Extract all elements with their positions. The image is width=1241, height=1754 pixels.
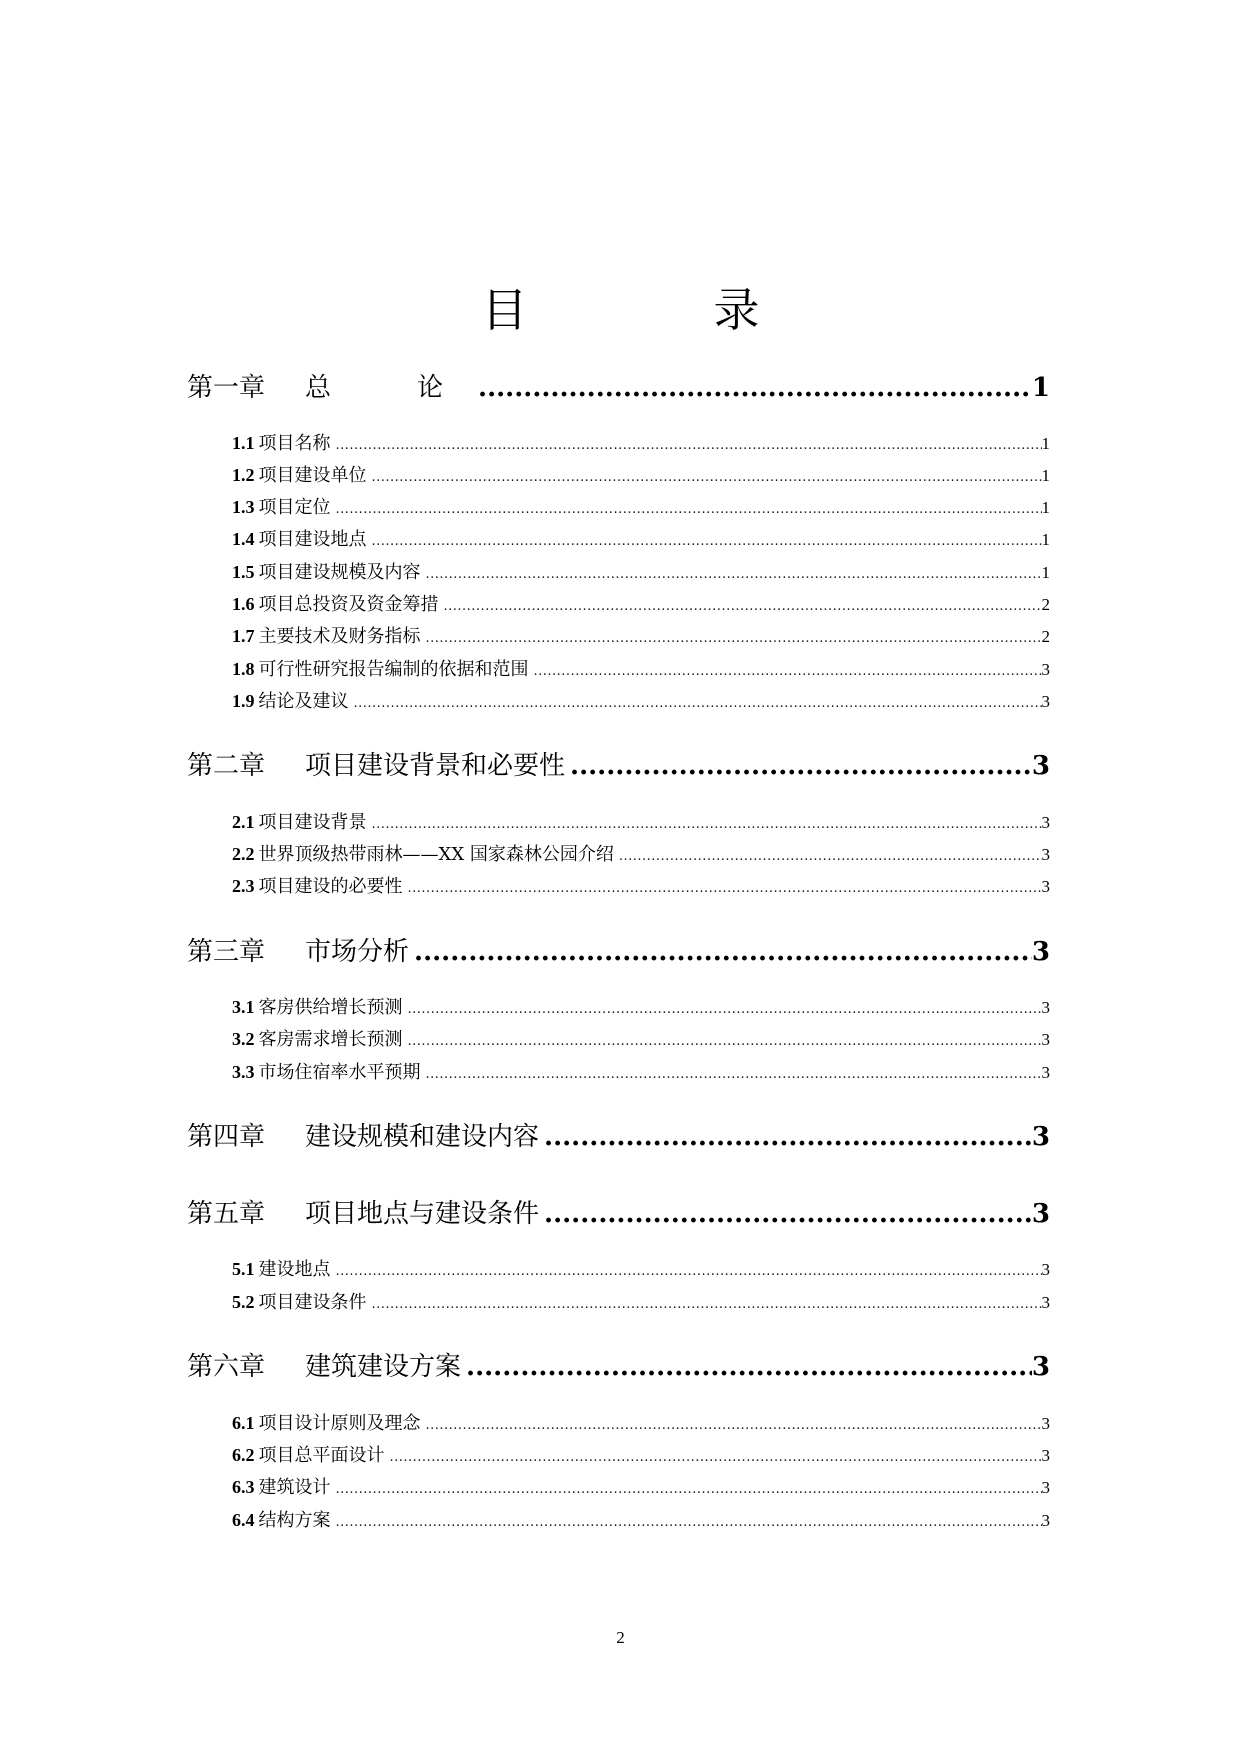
dot-leader [544,1197,1032,1231]
chapter-label: 第六章 建筑建设方案 [187,1352,462,1382]
dot-leader [354,692,1042,716]
dot-leader [478,371,1032,405]
chapter-label: 第二章 项目建设背景和必要性 [187,751,566,781]
dot-leader [466,1350,1032,1384]
chapter-label: 第四章 建设规模和建设内容 [187,1122,540,1152]
toc-section-1-2[interactable]: 1.2 项目建设单位 ..... 1 [232,463,1050,487]
toc-section-3-1[interactable]: 3.1 客房供给增长预测 ..... 3 [232,995,1050,1019]
toc-section-5-2[interactable]: 5.2 项目建设条件 ..... 3 [232,1290,1050,1314]
chapter-label: 第一章 总 论 [187,373,474,403]
toc-section-1-4[interactable]: 1.4 项目建设地点 ..... 1 [232,527,1050,551]
dot-leader [408,877,1042,901]
toc-chapter-3[interactable] [187,935,1050,969]
chapter-page-number: 3 [1031,1122,1050,1152]
dot-leader [414,935,1032,969]
toc-section-1-7[interactable]: 1.7 主要技术及财务指标 ..... 2 [232,624,1050,648]
toc-section-1-8[interactable]: 1.8 可行性研究报告编制的依据和范围 ..... 3 [232,657,1050,681]
toc-section-6-1[interactable]: 6.1 项目设计原则及理念 ..... 3 [232,1411,1050,1435]
toc-section-1-6[interactable]: 1.6 项目总投资及资金筹措 ..... 2 [232,592,1050,616]
toc-section-1-9[interactable]: 1.9 结论及建议 ..... 3 [232,689,1050,713]
toc-section-6-4[interactable]: 6.4 结构方案 ..... 3 [232,1508,1050,1532]
dot-leader [372,530,1042,554]
dot-leader [444,595,1042,619]
page-number: 2 [616,1628,625,1647]
toc-chapter-5[interactable] [187,1197,1050,1231]
dot-leader [336,1511,1042,1535]
toc-section-6-3[interactable]: 6.3 建筑设计 ..... 3 [232,1475,1050,1499]
dot-leader [390,1446,1042,1470]
dot-leader [336,1260,1042,1284]
dot-leader [544,1120,1032,1154]
toc-section-1-3[interactable]: 1.3 项目定位 ..... 1 [232,495,1050,519]
toc-section-2-1[interactable]: 2.1 项目建设背景 ..... 3 [232,810,1050,834]
dot-leader [426,1414,1042,1438]
dot-leader [426,627,1042,651]
dot-leader [372,813,1042,837]
dot-leader [372,1293,1042,1317]
dot-leader [426,1063,1042,1087]
toc-chapter-1[interactable] [187,371,1050,405]
dot-leader [336,498,1042,522]
chapter-page-number: 3 [1031,751,1050,781]
dot-leader [570,749,1032,783]
toc-section-2-2[interactable]: 2.2 世界顶级热带雨林——XX 国家森林公园介绍 ..... 3 [232,842,1050,866]
dot-leader [408,998,1042,1022]
chapter-page-number: 3 [1031,1352,1050,1382]
toc-section-5-1[interactable]: 5.1 建设地点 ..... 3 [232,1257,1050,1281]
dot-leader [426,563,1042,587]
toc-chapter-4[interactable] [187,1120,1050,1154]
toc-section-3-2[interactable]: 3.2 客房需求增长预测 ..... 3 [232,1027,1050,1051]
chapter-page-number: 3 [1031,937,1050,967]
toc-section-1-5[interactable]: 1.5 项目建设规模及内容 ..... 1 [232,560,1050,584]
toc-section-1-1[interactable]: 1.1 项目名称 ..... 1 [232,431,1050,455]
dot-leader [534,660,1042,684]
toc-title: 目 录 [481,283,830,337]
toc-chapter-6[interactable] [187,1350,1050,1384]
toc-chapter-2[interactable] [187,749,1050,783]
dot-leader [336,434,1042,458]
chapter-page-number: 1 [1031,373,1050,403]
chapter-page-number: 3 [1031,1199,1050,1229]
toc-section-6-2[interactable]: 6.2 项目总平面设计 ..... 3 [232,1443,1050,1467]
toc-section-2-3[interactable]: 2.3 项目建设的必要性 ..... 3 [232,874,1050,898]
toc-section-3-3[interactable]: 3.3 市场住宿率水平预期 ..... 3 [232,1060,1050,1084]
dot-leader [336,1478,1042,1502]
dot-leader [408,1030,1042,1054]
dot-leader [372,466,1042,490]
chapter-label: 第三章 市场分析 [187,937,410,967]
dot-leader [619,845,1042,869]
chapter-label: 第五章 项目地点与建设条件 [187,1199,540,1229]
